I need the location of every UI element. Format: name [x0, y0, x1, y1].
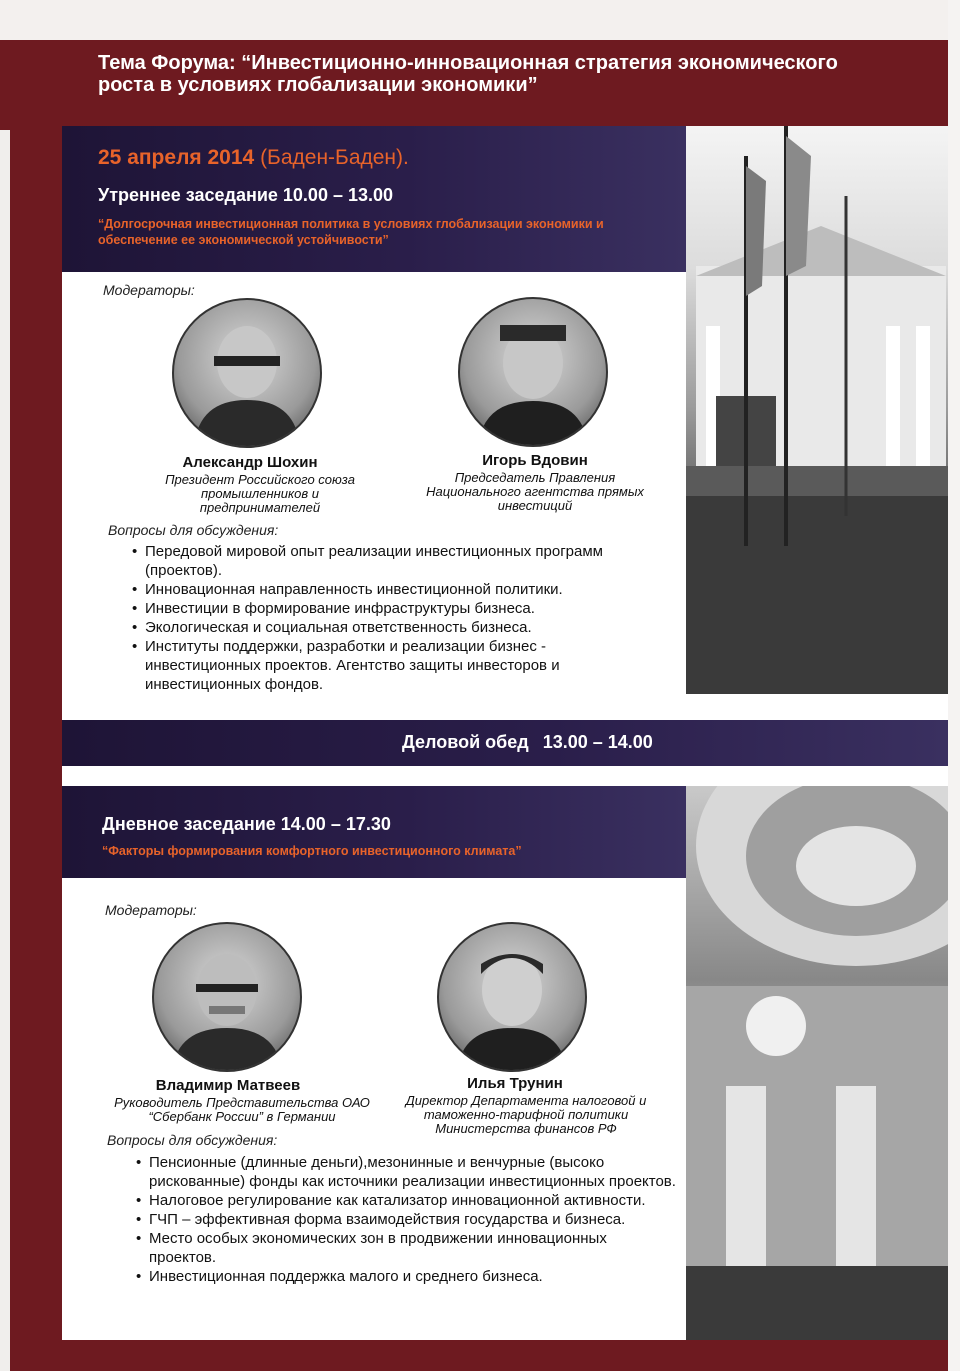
list-item: • Экологическая и социальная ответственность бизнеса.	[132, 618, 632, 637]
moderator-photo-shokhin	[172, 298, 322, 448]
hall-illustration	[686, 786, 948, 1340]
list-item: • Инновационная направленность инвестиционной политики.	[132, 580, 632, 599]
moderator-photo-trunin	[437, 922, 587, 1072]
list-item: • Инвестиции в формирование инфраструктуры бизнеса.	[132, 599, 632, 618]
moderator-role-matveev: Руководитель Представительства ОАО “Сбербанк России” в Германии	[114, 1095, 370, 1124]
person-silhouette-icon	[439, 924, 585, 1070]
list-item: • Инвестиционная поддержка малого и среднего бизнеса.	[136, 1267, 676, 1286]
hall-interior-photo	[686, 786, 948, 1340]
page-top-edge	[0, 0, 960, 40]
list-item: • Передовой мировой опыт реализации инвестиционных программ (проектов).	[132, 542, 632, 580]
page-right-edge	[948, 0, 960, 1371]
morning-moderators-label: Модераторы:	[103, 282, 195, 298]
forum-title: Тема Форума: “Инвестиционно-инновационная стратегия экономического роста в условиях глобализации экономики”	[98, 52, 838, 96]
person-silhouette-icon	[174, 300, 320, 446]
afternoon-issues-label: Вопросы для обсуждения:	[107, 1132, 278, 1148]
afternoon-session-subtitle: “Факторы формирования комфортного инвестиционного климата”	[102, 844, 522, 858]
moderator-name-shokhin: Александр Шохин	[182, 454, 318, 471]
list-item: • ГЧП – эффективная форма взаимодействия государства и бизнеса.	[136, 1210, 676, 1229]
event-day: 25 апреля 2014	[98, 146, 255, 169]
morning-session-subtitle: “Долгосрочная инвестиционная политика в условиях глобализации экономики и обеспечение ее экономической устойчивости”	[98, 217, 604, 247]
list-item: • Институты поддержки, разработки и реализации бизнес - инвестиционных проектов. Агентство защиты инвесторов и инвестиционных фондов.	[132, 637, 632, 694]
page-left-edge	[0, 130, 10, 1371]
moderator-name-matveev: Владимир Матвеев	[155, 1077, 301, 1094]
afternoon-moderators-label: Модераторы:	[105, 902, 197, 918]
event-city: (Баден-Баден).	[260, 146, 409, 169]
morning-issues-label: Вопросы для обсуждения:	[108, 522, 279, 538]
kurhaus-illustration	[686, 126, 948, 694]
moderator-role-trunin: Директор Департамента налоговой и таможенно-тарифной политики Министерства финансов РФ	[405, 1093, 647, 1136]
lunch-time: 13.00 – 14.00	[542, 732, 653, 752]
moderator-name-vdovin: Игорь Вдовин	[482, 452, 588, 469]
afternoon-issues-list	[136, 1153, 676, 1286]
moderator-photo-vdovin	[458, 297, 608, 447]
list-item: • Место особых экономических зон в продвижении инновационных проектов.	[136, 1229, 676, 1267]
moderator-photo-matveev	[152, 922, 302, 1072]
event-date	[98, 146, 409, 170]
moderator-role-shokhin: Президент Российского союза промышленников и предпринимателей	[165, 472, 355, 515]
kurhaus-photo	[686, 126, 948, 694]
person-silhouette-icon	[154, 924, 300, 1070]
lunch-label: Деловой обед	[402, 732, 529, 752]
list-item: • Пенсионные (длинные деньги),мезонинные и венчурные (высоко рискованные) фонды как источники реализации инвестиционных проектов.	[136, 1153, 676, 1191]
moderator-name-trunin: Илья Трунин	[467, 1075, 563, 1092]
afternoon-session-title: Дневное заседание 14.00 – 17.30	[102, 814, 391, 834]
morning-session-title: Утреннее заседание 10.00 – 13.00	[98, 185, 394, 205]
list-item: • Налоговое регулирование как катализатор инновационной активности.	[136, 1191, 676, 1210]
person-silhouette-icon	[460, 299, 606, 445]
business-lunch	[402, 732, 653, 753]
moderator-role-vdovin: Председатель Правления Национального агентства прямых инвестиций	[426, 470, 644, 513]
morning-issues-list	[132, 542, 632, 694]
